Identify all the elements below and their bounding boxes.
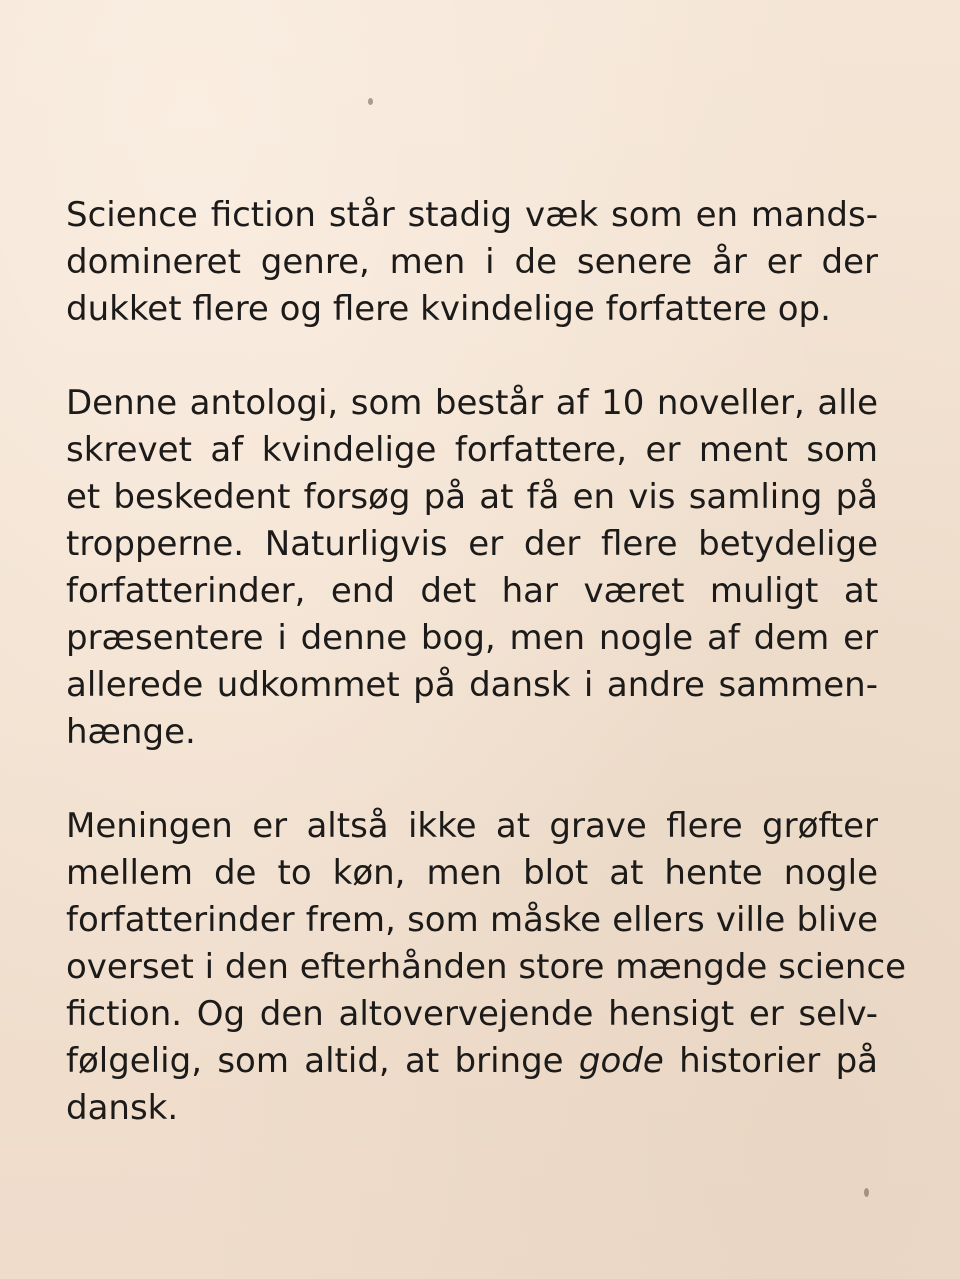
text-line: mellem de to køn, men blot at hente nogle [66,853,878,893]
paragraph-spacer [66,756,878,803]
text-line-with-emphasis [66,1038,878,1085]
document-text [66,192,907,1132]
text-line: et beskedent forsøg på at få en vis samling på [66,477,878,517]
text-line: forfatterinder frem, som måske ellers ville blive [66,900,878,940]
text-segment: følgelig, som altid, at bringe [66,1041,579,1081]
text-line: fiction. Og den altovervejende hensigt er selv- [66,994,878,1034]
paragraph-2 [66,380,878,756]
text-line: Meningen er altså ikke at grave flere grøfter [66,806,878,846]
text-line: præsentere i denne bog, men nogle af dem er [66,618,878,658]
text-line: dansk. [66,1088,179,1128]
emphasized-word: gode [578,1041,664,1081]
text-line: tropperne. Naturligvis er der flere betydelige [66,524,878,564]
text-line: overset i den efterhånden store mængde science [66,947,907,987]
text-line: Science fiction står stadig væk som en mands- [66,195,878,235]
paragraph-3 [66,803,907,1132]
text-line: dukket flere og flere kvindelige forfattere op. [66,289,831,329]
text-segment: historier på [663,1041,878,1081]
paper-speck [368,98,373,105]
text-line: allerede udkommet på dansk i andre sammen- [66,665,878,705]
text-line: hænge. [66,712,196,752]
text-line: forfatterinder, end det har været muligt at [66,571,878,611]
text-line: skrevet af kvindelige forfattere, er ment som [66,430,878,470]
text-line: domineret genre, men i de senere år er der [66,242,878,282]
paragraph-1 [66,192,878,333]
paper-speck [864,1188,869,1197]
paragraph-spacer [66,333,878,380]
text-line: Denne antologi, som består af 10 noveller, alle [66,383,878,423]
